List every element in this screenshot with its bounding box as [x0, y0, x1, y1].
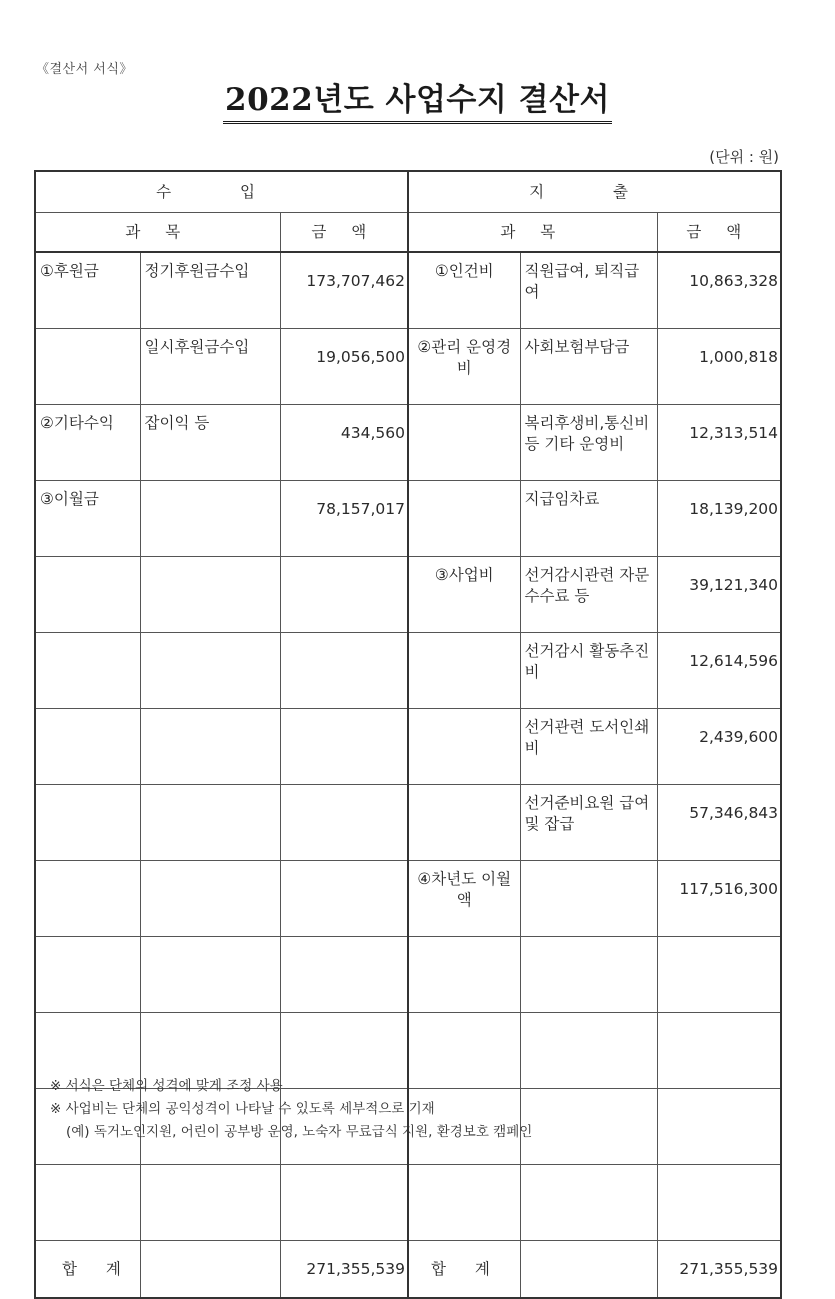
expense-amount — [657, 937, 781, 1013]
income-item — [140, 1165, 280, 1241]
income-category — [35, 557, 140, 633]
form-label: 《결산서 서식》 — [36, 62, 133, 77]
income-item — [140, 557, 280, 633]
income-amount — [280, 557, 408, 633]
table-row — [35, 557, 781, 633]
note-1: ※ 서식은 단체의 성격에 맞게 조정 사용 — [50, 1078, 283, 1094]
income-category — [35, 329, 140, 405]
table-row — [35, 861, 781, 937]
income-item: 정기후원금수입 — [140, 252, 280, 329]
income-category — [35, 861, 140, 937]
expense-subject-header: 과 목 — [408, 213, 657, 253]
income-total-amount: 271,355,539 — [280, 1241, 408, 1299]
note-example: (예) 독거노인지원, 어린이 공부방 운영, 노숙자 무료급식 지원, 환경보호 캠페인 — [66, 1124, 533, 1140]
income-header: 수 입 — [35, 171, 408, 213]
income-amount: 78,157,017 — [280, 481, 408, 557]
expense-item: 복리후생비,통신비 등 기타 운영비 — [520, 405, 657, 481]
income-subject-header: 과 목 — [35, 213, 280, 253]
income-item — [140, 709, 280, 785]
expense-category: ①인건비 — [408, 252, 520, 329]
expense-total-amount: 271,355,539 — [657, 1241, 781, 1299]
expense-item — [520, 1165, 657, 1241]
expense-amount — [657, 1089, 781, 1165]
expense-total-label: 합 계 — [408, 1241, 520, 1299]
expense-amount: 117,516,300 — [657, 861, 781, 937]
table-row — [35, 1165, 781, 1241]
expense-amount: 12,313,514 — [657, 405, 781, 481]
expense-item: 선거감시관련 자문수수료 등 — [520, 557, 657, 633]
income-item: 잡이익 등 — [140, 405, 280, 481]
expense-amount: 57,346,843 — [657, 785, 781, 861]
income-amount — [280, 1165, 408, 1241]
expense-category: ③사업비 — [408, 557, 520, 633]
expense-category — [408, 1165, 520, 1241]
expense-amount: 2,439,600 — [657, 709, 781, 785]
expense-category — [408, 785, 520, 861]
expense-amount-header: 금 액 — [657, 213, 781, 253]
expense-total-blank — [520, 1241, 657, 1299]
table-row — [35, 633, 781, 709]
expense-item: 직원급여, 퇴직급여 — [520, 252, 657, 329]
expense-amount: 10,863,328 — [657, 252, 781, 329]
header-row-main — [35, 171, 781, 213]
expense-item: 선거감시 활동추진비 — [520, 633, 657, 709]
expense-amount — [657, 1165, 781, 1241]
income-item: 일시후원금수입 — [140, 329, 280, 405]
table-row — [35, 709, 781, 785]
income-category — [35, 633, 140, 709]
income-category: ③이월금 — [35, 481, 140, 557]
income-total-label: 합 계 — [35, 1241, 140, 1299]
income-category — [35, 709, 140, 785]
table-row — [35, 481, 781, 557]
expense-item — [520, 1089, 657, 1165]
header-row-sub — [35, 213, 781, 253]
expense-amount: 12,614,596 — [657, 633, 781, 709]
income-category — [35, 785, 140, 861]
document-title-wrap — [0, 74, 835, 124]
expense-category: ②관리 운영경비 — [408, 329, 520, 405]
expense-category — [408, 709, 520, 785]
income-amount: 173,707,462 — [280, 252, 408, 329]
expense-item — [520, 1013, 657, 1089]
income-category: ②기타수익 — [35, 405, 140, 481]
table-row — [35, 252, 781, 329]
expense-category: ④차년도 이월액 — [408, 861, 520, 937]
income-category — [35, 937, 140, 1013]
expense-item — [520, 937, 657, 1013]
income-category: ①후원금 — [35, 252, 140, 329]
income-amount — [280, 861, 408, 937]
income-amount: 434,560 — [280, 405, 408, 481]
income-amount — [280, 785, 408, 861]
income-item — [140, 861, 280, 937]
expense-item: 사회보험부담금 — [520, 329, 657, 405]
expense-category — [408, 405, 520, 481]
income-amount: 19,056,500 — [280, 329, 408, 405]
expense-item: 선거준비요원 급여 및 잡급 — [520, 785, 657, 861]
expense-item: 지급임차료 — [520, 481, 657, 557]
table-row — [35, 937, 781, 1013]
expense-category — [408, 481, 520, 557]
expense-item — [520, 861, 657, 937]
table-row — [35, 785, 781, 861]
expense-amount: 39,121,340 — [657, 557, 781, 633]
income-item — [140, 937, 280, 1013]
income-category — [35, 1165, 140, 1241]
expense-item: 선거관련 도서인쇄비 — [520, 709, 657, 785]
income-item — [140, 481, 280, 557]
expense-category — [408, 937, 520, 1013]
income-amount — [280, 709, 408, 785]
expense-amount: 1,000,818 — [657, 329, 781, 405]
table-row — [35, 405, 781, 481]
expense-amount — [657, 1013, 781, 1089]
income-total-blank — [140, 1241, 280, 1299]
total-row — [35, 1241, 781, 1299]
table-row — [35, 329, 781, 405]
income-item — [140, 633, 280, 709]
income-item — [140, 785, 280, 861]
income-amount — [280, 937, 408, 1013]
notes — [50, 1075, 532, 1144]
expense-category — [408, 633, 520, 709]
document-title: 2022년도 사업수지 결산서 — [223, 74, 612, 124]
income-amount-header: 금 액 — [280, 213, 408, 253]
unit-label: (단위 : 원) — [709, 148, 779, 166]
expense-amount: 18,139,200 — [657, 481, 781, 557]
note-2: ※ 사업비는 단체의 공익성격이 나타날 수 있도록 세부적으로 기재 — [50, 1101, 435, 1117]
income-amount — [280, 633, 408, 709]
expense-header: 지 출 — [408, 171, 781, 213]
